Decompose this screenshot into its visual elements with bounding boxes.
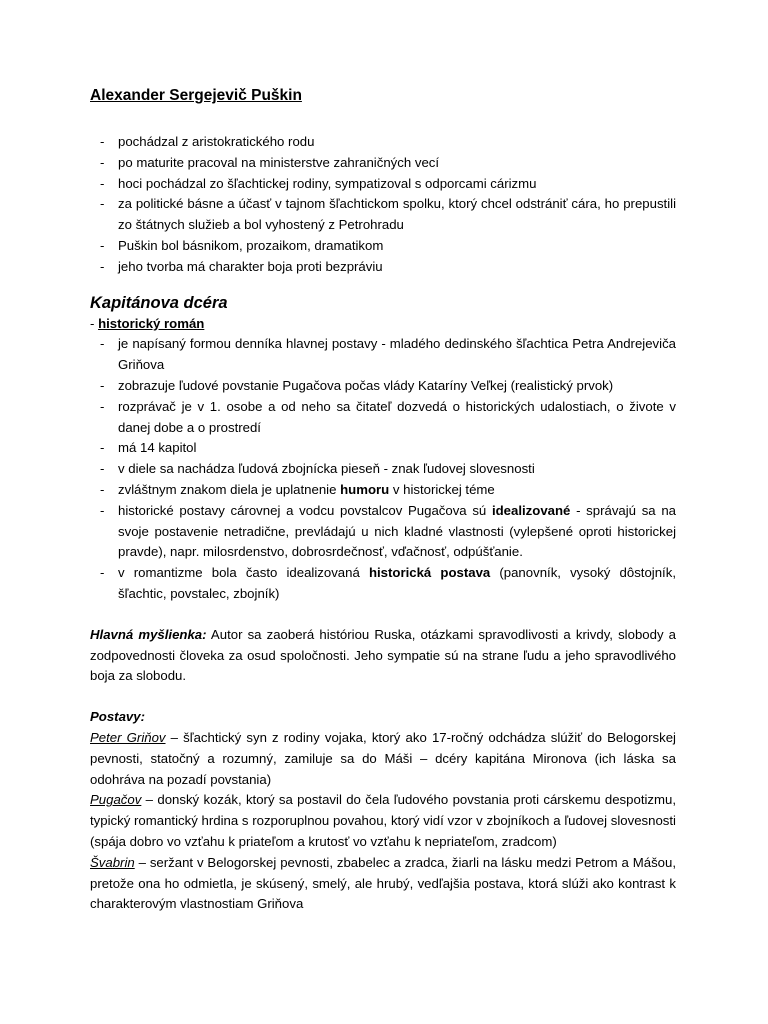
- puskin-facts-list: [90, 132, 676, 278]
- list-item: [90, 563, 676, 605]
- text-run: v historickej téme: [389, 481, 495, 497]
- section-title-kapitanova-dcera: Kapitánova dcéra: [90, 293, 228, 312]
- novel-facts-list: [90, 334, 676, 604]
- bold-term: historická postava: [368, 565, 491, 581]
- character-desc: – šľachtický syn z rodiny vojaka, ktorý ako 17-ročný odchádza slúžiť do Belogorskej pevnosti, statočný a rozumný, zamiluje sa do Máši – dcéry kapitána Mironova (ich láska sa odohráva na pozadí povstania): [90, 729, 676, 787]
- list-item: [90, 480, 676, 501]
- characters-heading: [90, 707, 676, 728]
- character-desc: – donský kozák, ktorý sa postavil do čela ľudového povstania proti cárskemu despotizmu, typický romantický hrdina s rozporuplnou povahou, ktorý vidí vzor v zbojníkoch a ľudovej slovesnosti (spája dobro vo vzťahu k priateľom a krutosť vo vzťahu k nepriateľom, zradcom): [90, 792, 676, 849]
- list-item: - za politické básne a účasť v tajnom šľachtickom spolku, ktorý chcel odstrániť cára, ho prepustili zo štátnych služieb a bol vyhostený z Petrohradu: [90, 194, 676, 236]
- list-item: - Puškin bol básnikom, prozaikom, dramatikom: [90, 236, 676, 257]
- text-run: historické postavy cárovnej a vodcu povstalcov Pugačova sú: [118, 502, 492, 518]
- list-item: - má 14 kapitol: [90, 438, 676, 459]
- characters-label: Postavy:: [90, 709, 145, 725]
- character-name: Peter Griňov: [90, 729, 166, 745]
- genre-label: historický román: [98, 315, 205, 331]
- character-desc: – seržant v Belogorskej pevnosti, zbabelec a zradca, žiarli na lásku medzi Petrom a Mášou, pretože ona ho odmietla, je skúsený, smelý, ale hrubý, vedľajšia postava, ktorá slúži ako kontrast k charakterovým vlastnostiam Griňova: [90, 854, 676, 912]
- list-item: - pochádzal z aristokratického rodu: [90, 132, 676, 153]
- list-item: - po maturite pracoval na ministerstve zahraničných vecí: [90, 153, 676, 174]
- character-svabrin: [90, 853, 676, 915]
- list-item: - zobrazuje ľudové povstanie Pugačova počas vlády Kataríny Veľkej (realistický prvok): [90, 376, 676, 397]
- list-item: - hoci pochádzal zo šľachtickej rodiny, sympatizoval s odporcami cárizmu: [90, 174, 676, 195]
- text-run: zvláštnym znakom diela je uplatnenie: [118, 481, 341, 497]
- character-pugacov: [90, 790, 676, 852]
- list-item: - je napísaný formou denníka hlavnej postavy - mladého dedinského šľachtica Petra Andrejeviča Griňova: [90, 334, 676, 376]
- main-idea-text: Autor sa zaoberá históriou Ruska, otázkami spravodlivosti a krivdy, slobody a zodpovednosti človeka za osud spoločnosti. Jeho sympatie sú na strane ľudu a jeho spravodlivého boja za slobodu.: [90, 626, 676, 684]
- section-title-puskin: Alexander Sergejevič Puškin: [90, 87, 302, 104]
- list-item: - v diele sa nachádza ľudová zbojnícka pieseň - znak ľudovej slovesnosti: [90, 459, 676, 480]
- main-idea-label: Hlavná myšlienka:: [90, 626, 207, 642]
- main-idea-paragraph: [90, 625, 676, 687]
- list-item: - rozprávač je v 1. osobe a od neho sa čitateľ dozvedá o historických udalostiach, o živote v danej dobe a o prostredí: [90, 397, 676, 439]
- character-peter: [90, 728, 676, 790]
- list-item: [90, 501, 676, 563]
- text-run: - správajú sa na svoje postavenie netradične, prevládajú u nich kladné vlastnosti (vylepšené oproti historickej pravde), napr. milosrdenstvo, dobrosrdečnosť, vďačnosť, odpúšťanie.: [118, 502, 676, 560]
- genre-line: [90, 314, 676, 335]
- bold-term: humoru: [340, 481, 390, 497]
- text-run: v romantizme bola často idealizovaná: [118, 565, 369, 581]
- genre-prefix: -: [90, 315, 99, 331]
- text-run: (panovník, vysoký dôstojník, šľachtic, povstalec, zbojník): [118, 565, 676, 601]
- character-name: Švabrin: [90, 854, 135, 870]
- character-name: Pugačov: [90, 792, 142, 808]
- list-item: - jeho tvorba má charakter boja proti bezpráviu: [90, 257, 676, 278]
- bold-term: idealizované: [491, 502, 571, 518]
- document-page: [90, 86, 676, 915]
